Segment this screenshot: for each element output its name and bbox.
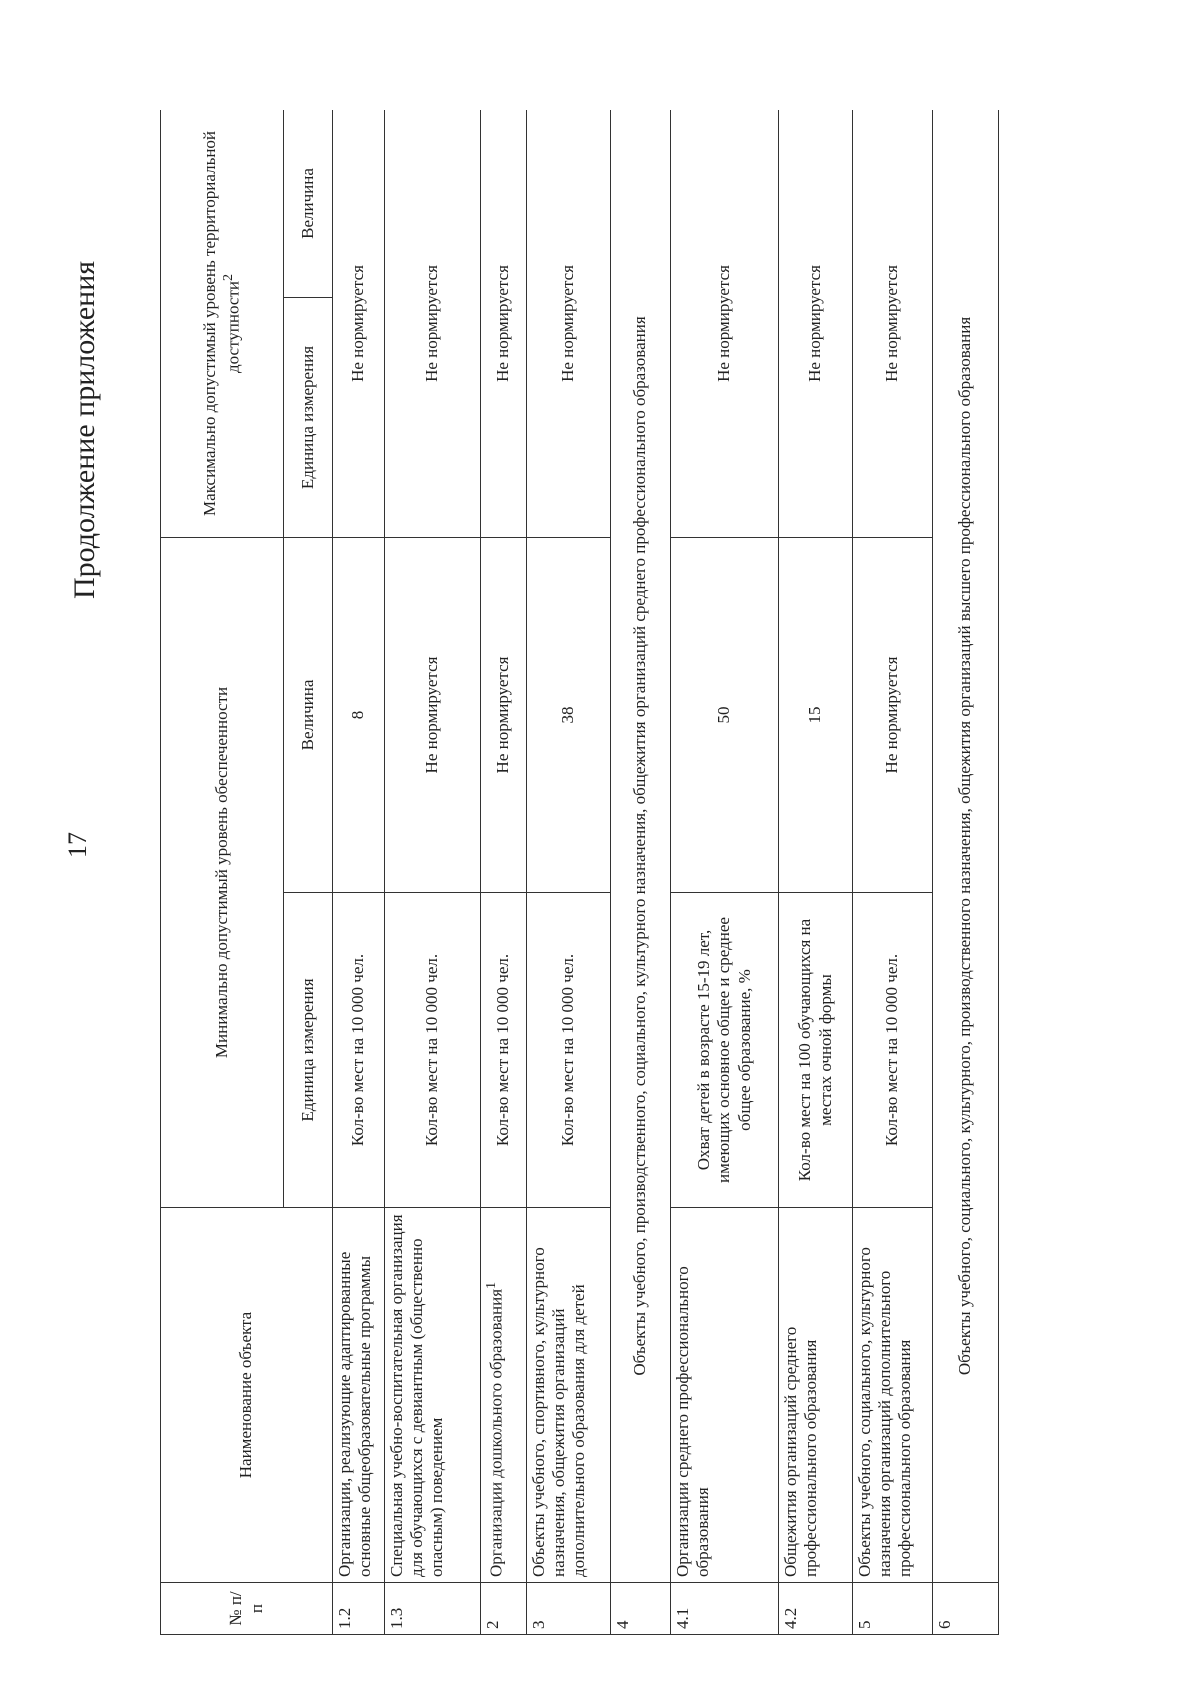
row-min-unit: Кол-во мест на 100 обучающихся на местах очной формы (779, 893, 853, 1208)
row-num: 3 (527, 1583, 611, 1635)
row-min-unit: Кол-во мест на 10 000 чел. (333, 893, 385, 1208)
rotated-table-container (160, 110, 1000, 1635)
row-max: Не нормируется (385, 110, 481, 537)
section-title: Объекты учебного, производственного, социального, культурного назначения, общежития организаций среднего профессионального образования (611, 110, 671, 1583)
table-row (333, 110, 385, 1635)
row-name: Объекты учебного, спортивного, культурного назначения, общежития организаций дополнительного образования для детей (527, 1208, 611, 1583)
row-num: 1.3 (385, 1583, 481, 1635)
row-num: 4.1 (671, 1583, 779, 1635)
row-name: Организации, реализующие адаптированные основные общеобразовательные программы (333, 1208, 385, 1583)
header-min-value: Величина (284, 537, 333, 892)
row-min-value: 38 (527, 537, 611, 892)
table-row (385, 110, 481, 1635)
row-num: 5 (853, 1583, 933, 1635)
page-caption (68, 260, 101, 600)
norms-table (160, 110, 999, 1635)
row-min-unit: Кол-во мест на 10 000 чел. (385, 893, 481, 1208)
row-min-unit: Кол-во мест на 10 000 чел. (481, 893, 527, 1208)
row-num: 1.2 (333, 1583, 385, 1635)
row-min-value: 50 (671, 537, 779, 892)
row-num: 2 (481, 1583, 527, 1635)
row-num: 4.2 (779, 1583, 853, 1635)
header-max-footnote: 2 (220, 273, 237, 282)
row-min-unit: Кол-во мест на 10 000 чел. (527, 893, 611, 1208)
header-name: Наименование объекта (161, 1208, 333, 1583)
row-min-unit: Кол-во мест на 10 000 чел. (853, 893, 933, 1208)
row-name: Общежития организаций среднего профессионального образования (779, 1208, 853, 1583)
page-caption-text: Продолжение приложения (68, 260, 101, 600)
table-row (671, 110, 779, 1635)
table-row (481, 110, 527, 1635)
section-num: 4 (611, 1583, 671, 1635)
row-min-value: Не нормируется (853, 537, 933, 892)
table-row (527, 110, 611, 1635)
row-max: Не нормируется (779, 110, 853, 537)
header-num: № п/п (161, 1583, 333, 1635)
header-max-unit: Единица измерения (284, 297, 333, 537)
row-max: Не нормируется (333, 110, 385, 537)
table-row (853, 110, 933, 1635)
row-max: Не нормируется (671, 110, 779, 537)
row-name: Организации дошкольного образования (486, 1288, 506, 1577)
row-name: Специальная учебно-воспитательная организация для обучающихся с девиантным (общественно опасным) поведением (385, 1208, 481, 1583)
row-max: Не нормируется (527, 110, 611, 537)
header-max-group-text: Максимально допустимый уровень территориальной доступности (200, 130, 243, 516)
table-frame (160, 110, 1000, 1635)
header-max-value: Величина (284, 110, 333, 297)
page-number: 17 (63, 832, 92, 858)
row-min-value: 15 (779, 537, 853, 892)
row-min-value: Не нормируется (385, 537, 481, 892)
header-min-group: Минимально допустимый уровень обеспеченности (161, 537, 284, 1207)
row-max: Не нормируется (481, 110, 527, 537)
header-max-group (161, 110, 284, 537)
header-min-unit: Единица измерения (284, 893, 333, 1208)
section-row (611, 110, 671, 1635)
row-name-cell (481, 1208, 527, 1583)
section-row (933, 110, 999, 1635)
row-name-footnote: 1 (483, 1281, 499, 1289)
row-max: Не нормируется (853, 110, 933, 537)
section-num: 6 (933, 1583, 999, 1635)
row-min-unit: Охват детей в возрасте 15-19 лет, имеющих основное общее и среднее общее образование, % (671, 893, 779, 1208)
row-min-value: 8 (333, 537, 385, 892)
section-title: Объекты учебного, социального, культурного, производственного назначения, общежития организаций высшего профессионального образования (933, 110, 999, 1583)
row-name: Объекты учебного, социального, культурного назначения организаций дополнительного профессионального образования (853, 1208, 933, 1583)
row-name: Организации среднего профессионального образования (671, 1208, 779, 1583)
row-min-value: Не нормируется (481, 537, 527, 892)
table-row (779, 110, 853, 1635)
